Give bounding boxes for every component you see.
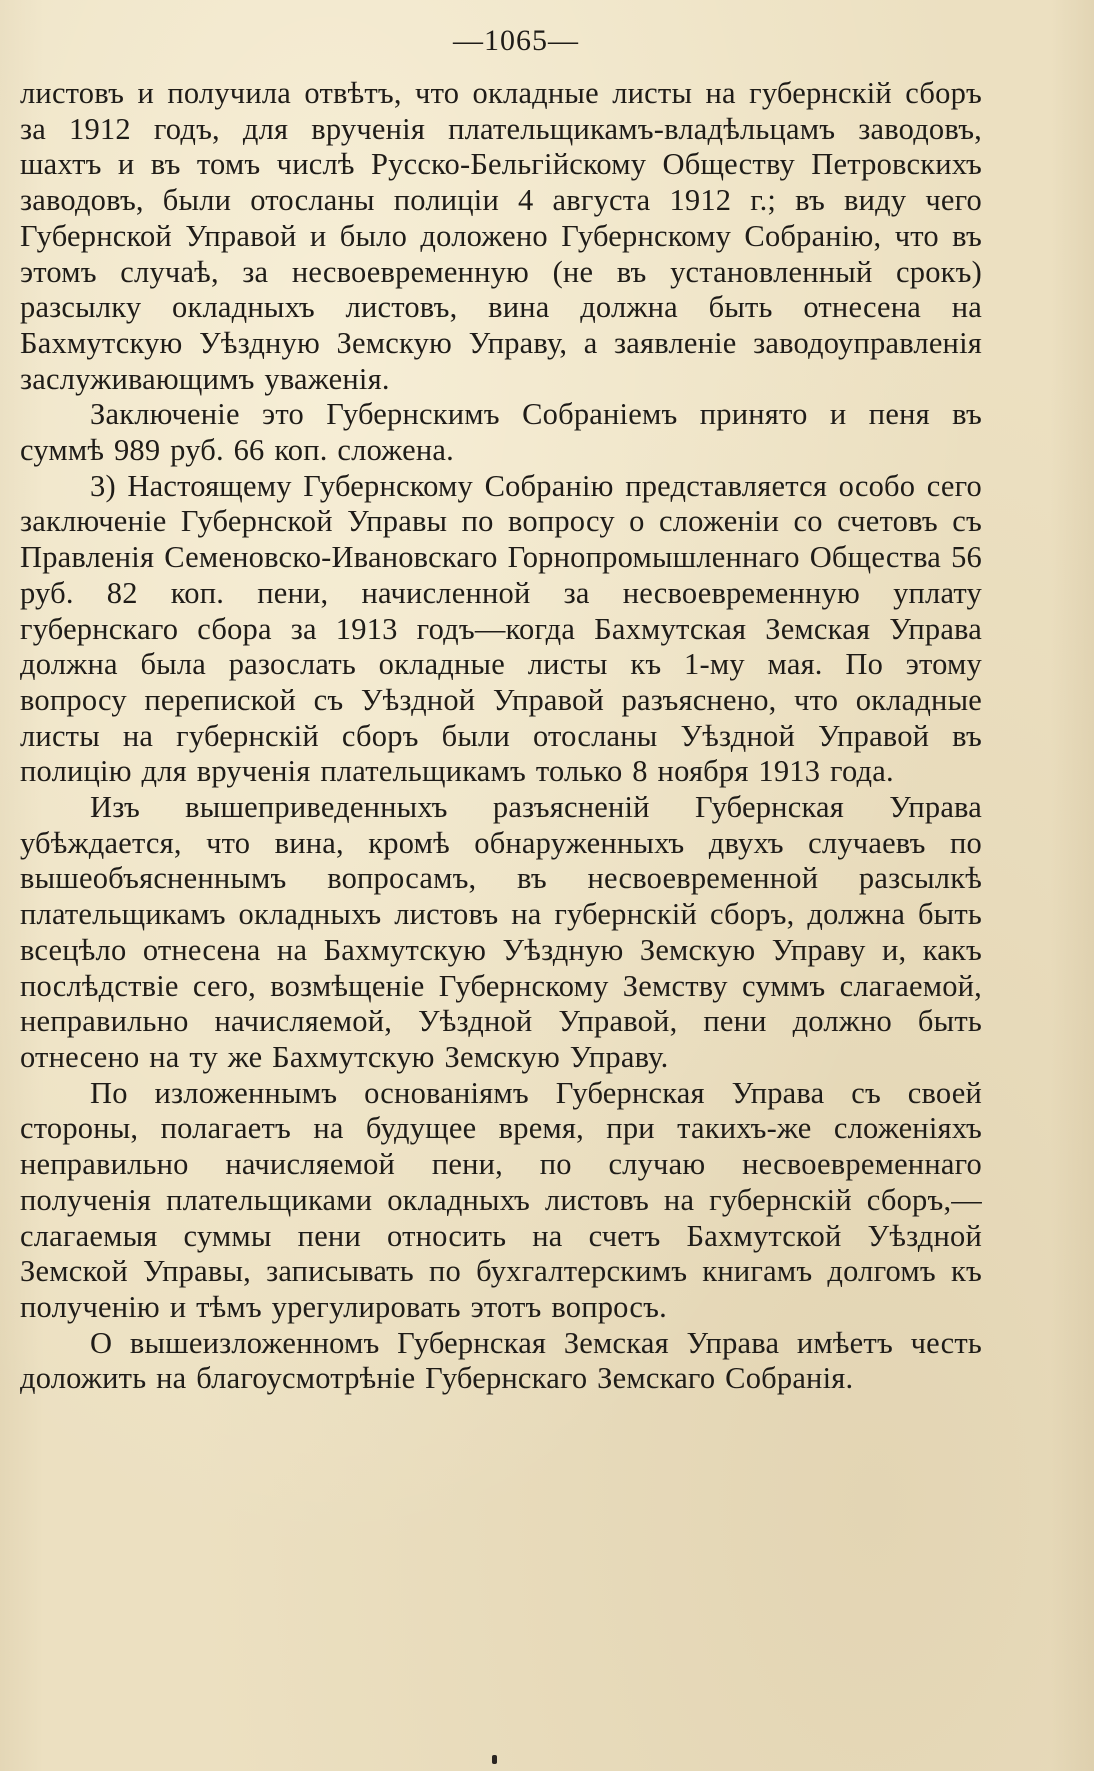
ink-speck-mark — [492, 1755, 497, 1764]
document-page — [20, 22, 982, 1397]
paragraph-2: Заключеніе это Губернскимъ Собраніемъ принято и пеня въ суммѣ 989 руб. 66 коп. сложена. — [20, 397, 982, 468]
paragraph-5: По изложеннымъ основаніямъ Губернская Управа съ своей стороны, полагаетъ на будущее время, при такихъ-же сложеніяхъ неправильно начисляемой пени, по случаю несвоевременнаго полученія плательщиками окладныхъ листовъ на губернскій сборъ,—слагаемыя суммы пени относить на счетъ Бахмутской Уѣздной Земской Управы, записывать по бухгалтерскимъ книгамъ долгомъ къ полученію и тѣмъ урегулировать этотъ вопросъ. — [20, 1075, 982, 1324]
paragraph-4: Изъ вышеприведенныхъ разъясненій Губернская Управа убѣждается, что вина, кромѣ обнаруженныхъ двухъ случаевъ по вышеобъясненнымъ вопросамъ, въ несвоевременной разсылкѣ плательщикамъ окладныхъ листовъ на губернскій сборъ, должна быть всецѣло отнесена на Бахмутскую Уѣздную Земскую Управу и, какъ послѣдствіе сего, возмѣщеніе Губернскому Земству суммъ слагаемой, неправильно начисляемой, Уѣздной Управой, пени должно быть отнесено на ту же Бахмутскую Земскую Управу. — [20, 790, 982, 1074]
page-number: —1065— — [453, 24, 579, 57]
paragraph-6: О вышеизложенномъ Губернская Земская Управа имѣетъ честь доложить на благоусмотрѣніе Губернскаго Земскаго Собранія. — [20, 1325, 982, 1396]
paragraph-3: 3) Настоящему Губернскому Собранію представляется особо сего заключеніе Губернской Управы по вопросу о сложеніи со счетовъ съ Правленія Семеновско-Ивановскаго Горнопромышленнаго Общества 56 руб. 82 коп. пени, начисленной за несвоевременную уплату губернскаго сбора за 1913 годъ—когда Бахмутская Земская Управа должна была разослать окладные листы къ 1-му мая. По этому вопросу перепиской съ Уѣздной Управой разъяснено, что окладные листы на губернскій сборъ были отосланы Уѣздной Управой въ полицію для врученія плательщикамъ только 8 ноября 1913 года. — [20, 468, 982, 789]
paragraph-1: листовъ и получила отвѣтъ, что окладные листы на губернскій сборъ за 1912 годъ, для врученія плательщикамъ-владѣльцамъ заводовъ, шахтъ и въ томъ числѣ Русско-Бельгійскому Обществу Петровскихъ заводовъ, были отосланы полиціи 4 августа 1912 г.; въ виду чего Губернской Управой и было доложено Губернскому Собранію, что въ этомъ случаѣ, за несвоевременную (не въ установленный срокъ) разсылку окладныхъ листовъ, вина должна быть отнесена на Бахмутскую Уѣздную Земскую Управу, а заявленіе заводоуправленія заслуживающимъ уваженія. — [20, 76, 982, 396]
